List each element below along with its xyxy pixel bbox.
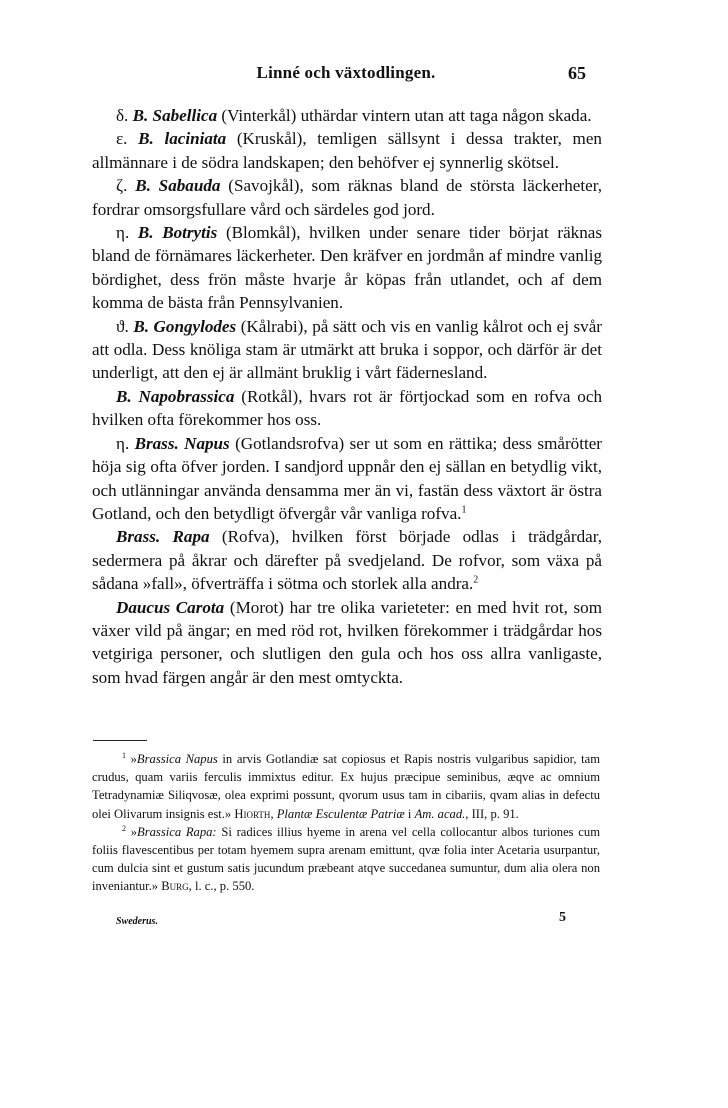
footnote-ref: 1 [461,504,467,516]
paragraph-napobrassica [92,385,602,432]
footnote-work-title: Plantæ Esculentæ Patriæ [276,806,405,821]
variety-marker: ζ. [116,176,128,196]
paragraph-rapa [92,525,602,595]
species-name: B. Gongylodes [133,316,237,336]
footnote-author: Burg [161,879,189,894]
variety-marker: ϑ. [116,316,129,336]
species-name: Daucus Carota [116,597,225,617]
footnote-text: , [270,806,277,821]
paragraph-carota [92,596,602,690]
species-name: B. Sabellica [132,106,218,125]
footnote-text: » [130,824,138,839]
footnote-ref: 2 [473,574,479,586]
species-name: Brass. Rapa [116,527,210,547]
footnote-2 [92,823,600,896]
paragraph-botrytis [92,221,602,315]
signature-mark: Swederus. [116,916,158,927]
species-name: B. Sabauda [135,176,221,196]
species-name: Brass. Napus [134,433,230,453]
footnote-text: in arvis Gotlandiæ sat copiosus et Rapis nostris vulgaribus sapidior, tam crudus, quam variis ferculis immixtus editur. Ex hujus præcipue seminibus, æqve ac omnium Tetradynamiæ Siliqvosæ, olea exprimi possunt, qvorum usus tam in cibariis, qvam alias in defectu olei Olivarum insignis est.» [92,752,600,821]
footnotes [92,750,600,896]
page-header [92,63,600,87]
paragraph-text: (Kruskål), temligen sällsynt i dessa trakter, men allmännare i de södra landskapen; den behöfver ej synnerlig skötsel. [92,129,602,172]
paragraph-napus [92,432,602,526]
variety-marker: ε. [116,129,128,149]
paragraph-text: (Blomkål), hvilken under senare tider börjat räknas bland de förnämares läckerheter. Den kräfver en jordmån af mindre vanlig bördighet, dess frön måste hvarje år köpas från utlandet, och af dem komma de bästa från Pennsylvanien. [92,223,603,313]
footnote-species: Brassica Rapa: [137,824,217,839]
paragraph-laciniata [92,127,602,174]
paragraph-sabauda [92,174,602,221]
paragraph-text: (Kålrabi), på sätt och vis en vanlig kålrot och ej svår att odla. Dess knöliga stam är utmärkt att bruka i soppor, och därför är det underligt, att den ej är allmänt bruklig i vårt fädernesland. [92,316,602,383]
sheet-number: 5 [559,910,566,925]
footnote-text: , l. c., p. 550. [188,879,255,894]
species-name: B. Botrytis [137,223,218,243]
species-name: B. Napobrassica [116,386,235,406]
paragraph-text: (Vinterkål) uthärdar vintern utan att taga någon skada. [217,106,592,125]
footnote-1 [92,750,600,823]
footnote-text: Si radices illius hyeme in arena vel cella collocantur albos turiones cum foliis flavescentibus per totam hyemem supra arenam emittunt, qvæ folia inter Acetaria usurpantur, cum dulcia sint et gustum satis jucundum præbeant atqve succedanea sumuntur, dum alia olera non inveniantur.» [92,824,600,894]
paragraph-text: (Gotlandsrofva) ser ut som en rättika; dess småröttеr höja sig ofta öfver jorden. I sandjord uppnår den ej sällan en betydlig vikt, och utlänningar använda densamma mer än vi, fastän dess växtort är östra Gotland, och den betydligt öfvergår vår vanliga rofva. [92,433,602,523]
footnote-number: 1 [122,750,126,760]
footnote-divider [93,740,147,741]
page-number: 65 [568,63,586,83]
paragraph-text: (Savojkål), som räknas bland de största läckerheter, fordrar omsorgsfullare vård och särdeles god jord. [92,176,602,219]
footnote-journal: Am. acad. [414,806,466,821]
footnote-number: 2 [122,823,126,833]
main-text [92,104,602,689]
variety-marker: η. [116,433,130,453]
species-name: B. laciniata [138,129,227,149]
footnote-author: Hiorth [234,806,271,821]
footnote-text: i [404,806,415,821]
paragraph-text: (Rofva), hvilken först började odlas i trädgårdar, sedermera på åkrar och därefter på svedjeland. De rofvor, som växa på sådana »fall», öfverträffa i sötma och storlek alla andra. [92,527,602,594]
variety-marker: η. [116,223,130,243]
paragraph-gongylodes [92,315,602,385]
paragraph-text: (Morot) har tre olika varieteter: en med hvit rot, som växer vild på ängar; en med röd rot, hvilken förekommer i trädgårdar hos vetgiriga personer, och slutligen den gula och hos oss allra vanligaste, som hvad färgen angår är den mest omtyckta. [92,597,602,687]
paragraph-sabellica [92,104,602,127]
footnote-species: Brassica Napus [136,752,218,766]
footnote-text: , III, p. 91. [465,806,519,821]
running-title: Linné och växtodlingen. [256,63,436,82]
variety-marker: δ. [116,106,129,125]
footnote-text: » [130,752,137,766]
paragraph-text: (Rotkål), hvars rot är förtjockad som en rofva och hvilken ofta förekommer hos oss. [92,386,602,430]
